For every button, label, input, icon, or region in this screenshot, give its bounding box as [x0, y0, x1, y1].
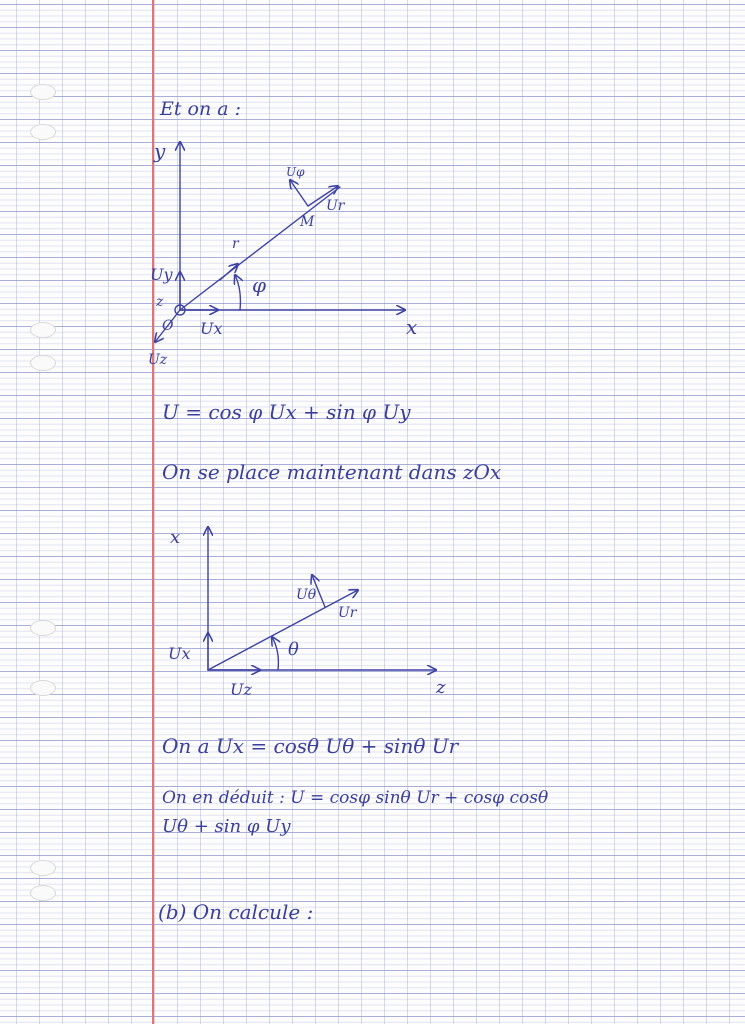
ux-label: Ux	[200, 319, 223, 338]
ux-label: Ux	[168, 644, 191, 663]
uphi-vector	[290, 180, 308, 206]
uz-label: Uz	[230, 680, 252, 699]
formula-u: U = cos φ Ux + sin φ Uy	[162, 400, 411, 424]
binder-hole	[30, 355, 56, 371]
deduct-line-2: Uθ + sin φ Uy	[162, 816, 291, 837]
uz-label: Uz	[148, 352, 168, 368]
theta-label: θ	[288, 639, 299, 660]
r-label: r	[232, 236, 239, 252]
figure-polar-zx	[160, 515, 460, 705]
place-text: On se place maintenant dans zOx	[162, 460, 502, 484]
x-axis-label: x	[406, 315, 418, 339]
binder-hole	[30, 124, 56, 140]
phi-label: φ	[252, 273, 267, 297]
intro-line: Et on a :	[160, 98, 242, 120]
ur-label: Ur	[338, 605, 357, 621]
deduct-line-1: On en déduit : U = cosφ sinθ Ur + cosφ cosθ	[162, 788, 549, 808]
z-axis-label: z	[436, 677, 446, 698]
uphi-label: Uφ	[286, 165, 305, 179]
binder-hole	[30, 620, 56, 636]
uy-label: Uy	[150, 265, 173, 284]
x-axis-label: x	[170, 527, 181, 548]
m-label: M	[300, 214, 315, 230]
radius-line	[208, 590, 358, 670]
figure-polar-xy	[140, 130, 440, 380]
theta-arc	[272, 637, 278, 670]
ur-label: Ur	[326, 198, 345, 214]
o-label: O	[162, 318, 174, 334]
binder-hole	[30, 322, 56, 338]
y-axis-label: y	[154, 139, 166, 163]
utheta-label: Uθ	[296, 587, 317, 603]
radius-arrow	[220, 264, 238, 280]
on-a-line: On a Ux = cosθ Uθ + sinθ Ur	[162, 734, 459, 758]
binder-hole	[30, 885, 56, 901]
binder-hole	[30, 860, 56, 876]
binder-hole	[30, 680, 56, 696]
z-label: z	[156, 294, 164, 310]
binder-hole	[30, 84, 56, 100]
phi-arc	[235, 275, 240, 310]
part-b-line: (b) On calcule :	[158, 900, 314, 924]
